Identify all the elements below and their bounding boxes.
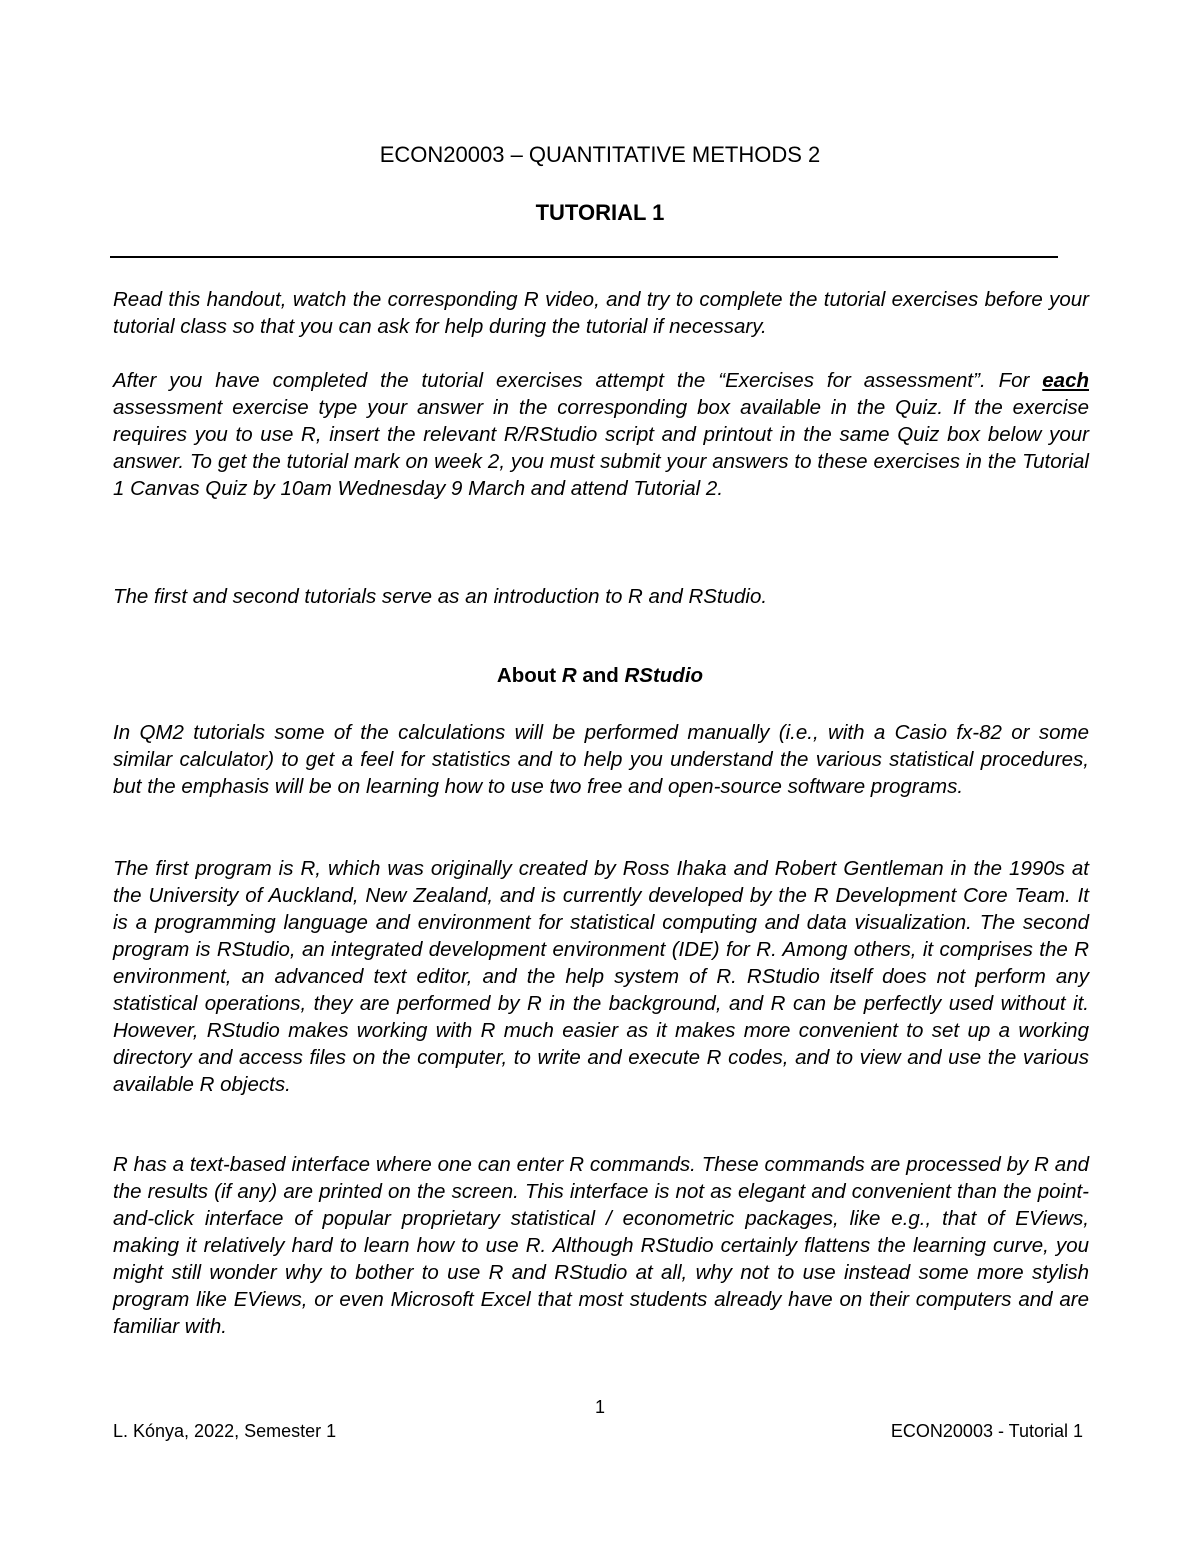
intro-paragraph-2-lead: After you have completed the tutorial exercises attempt the “Exercises for assessment”. For	[113, 369, 1043, 392]
heading-prefix: About	[496, 664, 562, 687]
heading-and: and	[576, 664, 625, 687]
section-paragraph-3: R has a text-based interface where one can enter R commands. These commands are processed by R and the results (if any) are printed on the screen. This interface is not as elegant and convenient than the point-and-click interface of popular proprietary statistical / econometric packages, like e.g., that of EViews, making it relatively hard to learn how to use R. Although RStudio certainly flattens the learning curve, you might still wonder why to bother to use R and RStudio at all, why not to use instead some more stylish program like EViews, or even Microsoft Excel that most students already have on their computers and are familiar with.	[113, 1153, 1089, 1338]
intro-paragraph-2	[113, 367, 1089, 502]
section-paragraph-2: The first program is R, which was originally created by Ross Ihaka and Robert Gentleman in the 1990s at the University of Auckland, New Zealand, and is currently developed by the R Development Core Team. It is a programming language and environment for statistical computing and data visualization. The second program is RStudio, an integrated development environment (IDE) for R. Among others, it comprises the R environment, an advanced text editor, and the help system of R. RStudio itself does not perform any statistical operations, they are performed by R in the background, and R can be perfectly used without it. However, RStudio makes working with R much easier as it makes more convenient to set up a working directory and access files on the computer, to write and execute R codes, and to view and use the various available R objects.	[113, 857, 1089, 1096]
course-title: ECON20003 – QUANTITATIVE METHODS 2	[379, 142, 821, 167]
heading-r: R	[561, 664, 577, 687]
intro-paragraph-1: Read this handout, watch the corresponding R video, and try to complete the tutorial exercises before your tutorial class so that you can ask for help during the tutorial if necessary.	[113, 288, 1089, 338]
page-number: 1	[594, 1397, 605, 1417]
intro-paragraph-3: The first and second tutorials serve as an introduction to R and RStudio.	[113, 585, 768, 608]
tutorial-title: TUTORIAL 1	[535, 200, 665, 225]
footer-course-label: ECON20003 - Tutorial 1	[890, 1421, 1083, 1441]
title-divider	[110, 256, 1058, 258]
section-paragraph-1: In QM2 tutorials some of the calculations will be performed manually (i.e., with a Casio fx-82 or some similar calculator) to get a feel for statistics and to help you understand the various statistical procedures, but the emphasis will be on learning how to use two free and open-source software programs.	[113, 721, 1089, 798]
intro-paragraph-2-rest: assessment exercise type your answer in the corresponding box available in the Quiz. If the exercise requires you to use R, insert the relevant R/RStudio script and printout in the same Quiz box below your answer. To get the tutorial mark on week 2, you must submit your answers to these exercises in the Tutorial 1 Canvas Quiz by 10am Wednesday 9 March and attend Tutorial 2.	[113, 396, 1089, 500]
footer-author: L. Kónya, 2022, Semester 1	[113, 1421, 337, 1441]
heading-rstudio: RStudio	[624, 664, 704, 687]
emphasis-each: each	[1042, 369, 1089, 392]
section-heading	[0, 662, 1200, 689]
